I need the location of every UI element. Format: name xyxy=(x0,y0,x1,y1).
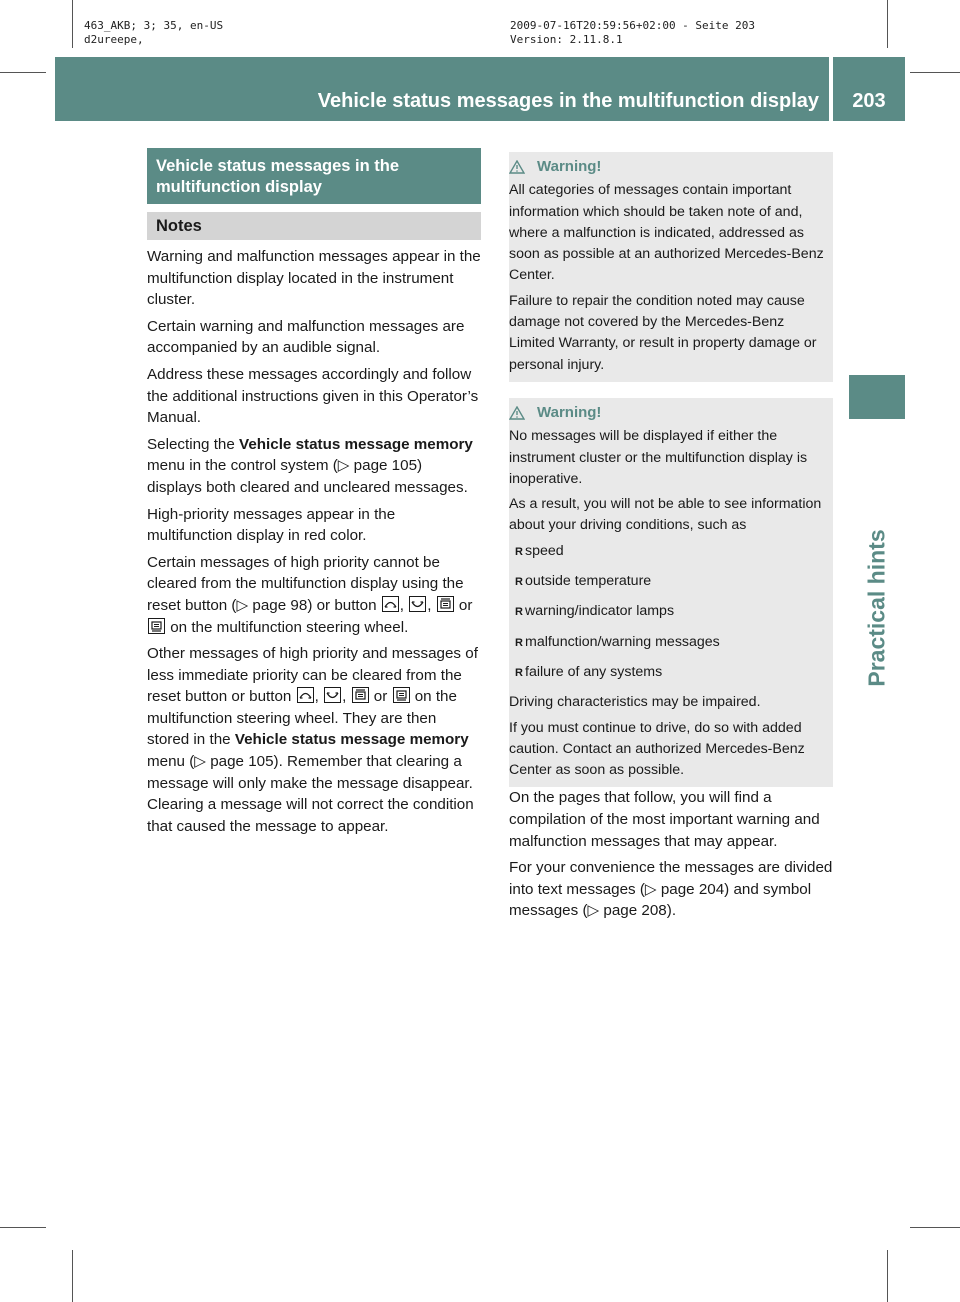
header-title-band xyxy=(55,57,829,121)
crop-mark xyxy=(887,1250,888,1302)
paragraph: Other messages of high priority and messages of less immediate priority can be cleared from the reset button or button , , or on the multifunction steering wheel. They are then stored in the Vehicle status message memory menu (▷ page 105). Remember that clearing a message will only make the message disappear. Clearing a message will not correct the condition that caused the message to appear. xyxy=(147,645,478,835)
paragraph: No messages will be displayed if either the instrument cluster or the multifunction display is inoperative. xyxy=(509,428,808,487)
phone-down-icon xyxy=(324,687,341,703)
meta-line: Version: 2.11.8.1 xyxy=(510,33,623,46)
chapter-tab xyxy=(849,375,905,419)
page-ref[interactable]: ▷ page 98 xyxy=(236,596,308,614)
warning-title: Warning! xyxy=(537,158,602,175)
paragraph: Address these messages accordingly and follow the additional instructions given in this Operator’s Manual. xyxy=(147,365,479,427)
section-title: Vehicle status messages in the multifunction display xyxy=(147,148,481,204)
warning-title: Warning! xyxy=(537,403,602,421)
crop-mark xyxy=(887,0,888,48)
crop-mark xyxy=(910,72,960,73)
phone-down-icon xyxy=(409,596,426,612)
paragraph: Driving characteristics may be impaired. xyxy=(509,694,761,711)
page-back-icon xyxy=(437,596,454,612)
crop-mark xyxy=(72,0,73,48)
phone-up-icon xyxy=(382,596,399,612)
paragraph: For your convenience the messages are divided into text messages (▷ page 204) and symbol messages (▷ page 208). xyxy=(509,859,833,920)
left-column xyxy=(147,148,481,842)
paragraph: As a result, you will not be able to see information about your driving conditions, such as xyxy=(509,496,822,534)
page-ref[interactable]: ▷ page 208 xyxy=(587,902,667,920)
notes-title: Notes xyxy=(147,212,481,240)
paragraph: Failure to repair the condition noted may cause damage not covered by the Mercedes-Benz Limited Warranty, or result in property damage or personal injury. xyxy=(509,292,817,373)
paragraph: Certain warning and malfunction messages are accompanied by an audible signal. xyxy=(147,317,465,357)
page-header xyxy=(55,57,905,121)
paragraph: All categories of messages contain important information which should be taken note of and, where a malfunction is indicated, addressed as soon as possible at an authorized Mercedes-Benz Center. xyxy=(509,182,824,284)
chapter-label: Practical hints xyxy=(863,529,890,687)
print-meta-left xyxy=(84,19,223,47)
menu-name: Vehicle status message memory xyxy=(234,731,469,749)
crop-mark xyxy=(72,1250,73,1302)
warning-header xyxy=(509,402,826,423)
list-item: R outside temperature xyxy=(515,571,826,593)
page-ref[interactable]: ▷ page 105 xyxy=(194,753,274,771)
page-number-band xyxy=(833,57,905,121)
right-column xyxy=(509,152,833,927)
menu-name: Vehicle status message memory xyxy=(239,435,473,453)
list-item: R failure of any systems xyxy=(515,662,826,684)
warning-triangle-icon xyxy=(509,406,525,420)
print-meta-right xyxy=(510,19,755,47)
warning-header xyxy=(509,156,826,177)
paragraph: On the pages that follow, you will find a compilation of the most important warning and malfunction messages that may appear. xyxy=(509,789,820,850)
warning-box xyxy=(509,152,833,382)
list-item: R malfunction/warning messages xyxy=(515,632,826,654)
page-forward-icon xyxy=(393,687,410,703)
meta-line: 2009-07-16T20:59:56+02:00 - Seite 203 xyxy=(510,19,756,32)
phone-up-icon xyxy=(297,687,314,703)
page-ref[interactable]: ▷ page 105 xyxy=(337,457,418,475)
list-item: R speed xyxy=(515,541,826,563)
paragraph: Selecting the Vehicle status message memory menu in the control system (▷ page 105) displays both cleared and uncleared messages. xyxy=(147,435,473,496)
paragraph: If you must continue to drive, do so with added caution. Contact an authorized Mercedes-Benz Center as soon as possible. xyxy=(509,719,805,779)
bullet-list xyxy=(509,541,826,684)
header-title: Vehicle status messages in the multifunction display xyxy=(317,90,819,112)
meta-line: 463_AKB; 3; 35, en-US xyxy=(84,19,224,32)
meta-line: d2ureepe, xyxy=(84,33,144,46)
warning-triangle-icon xyxy=(509,160,525,174)
crop-mark xyxy=(0,1227,46,1228)
page-forward-icon xyxy=(148,618,165,634)
page-number: 203 xyxy=(852,90,886,112)
crop-mark xyxy=(910,1227,960,1228)
paragraph: High-priority messages appear in the multifunction display in red color. xyxy=(147,505,396,545)
page-back-icon xyxy=(352,687,369,703)
paragraph: Warning and malfunction messages appear in the multifunction display located in the instrument cluster. xyxy=(147,248,481,309)
crop-mark xyxy=(0,72,46,73)
page-ref[interactable]: ▷ page 204 xyxy=(644,880,725,898)
list-item: R warning/indicator lamps xyxy=(515,601,826,623)
warning-box xyxy=(509,398,833,787)
paragraph: Certain messages of high priority cannot be cleared from the multifunction display using the reset button (▷ page 98) or button , , or on the multifunction steering wheel. xyxy=(147,553,473,636)
